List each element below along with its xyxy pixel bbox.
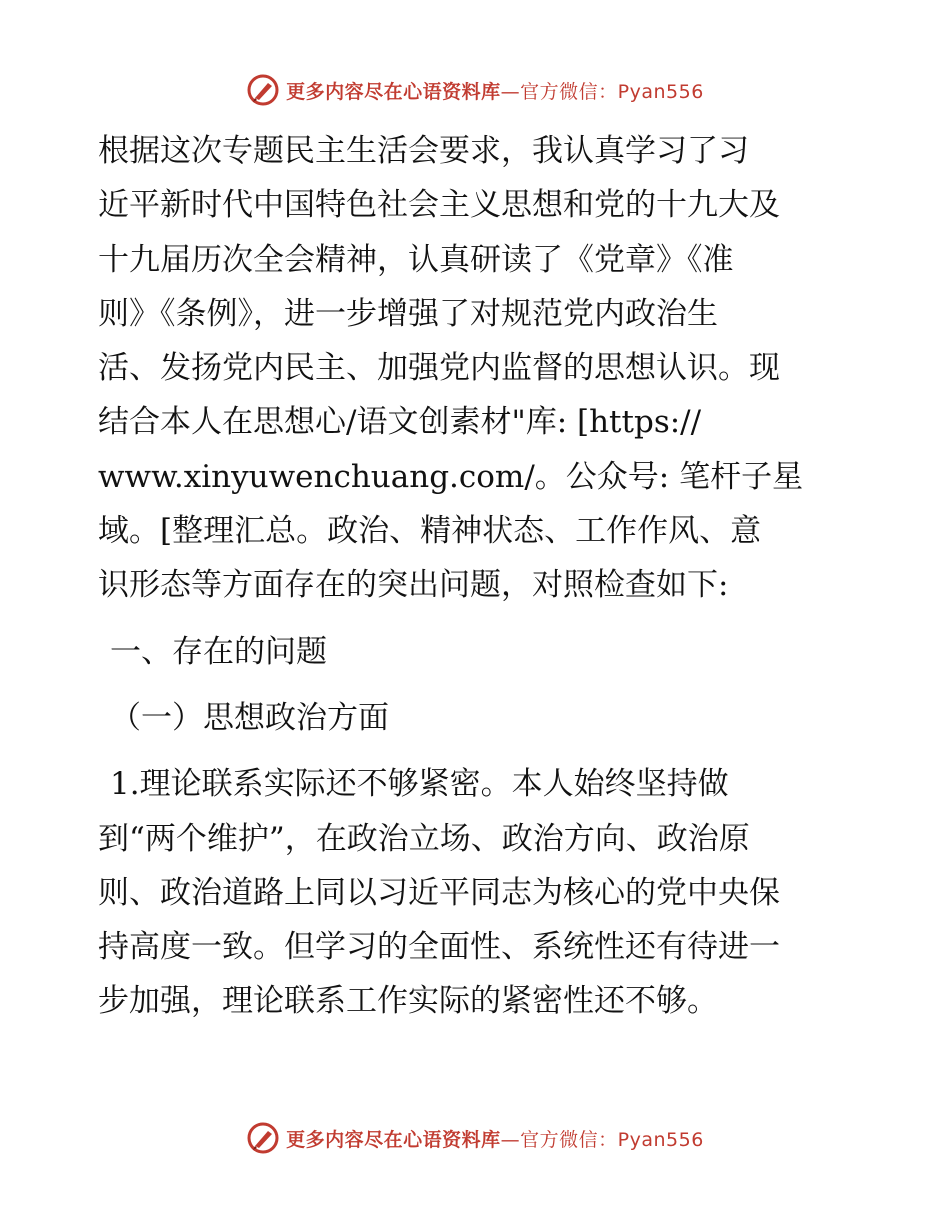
text-line: 则》《条例》，进一步增强了对规范党内政治生 — [98, 295, 718, 332]
text-line: 活、发扬党内民主、加强党内监督的思想认识。现 — [98, 350, 780, 387]
intro-paragraph — [98, 124, 858, 613]
header-banner — [0, 70, 950, 110]
text-line: 结合本人在思想心/语文创素材"库: [https:// — [98, 404, 702, 441]
text-line: 则、政治道路上同以习近平同志为核心的党中央保 — [98, 874, 780, 911]
text-line: 识形态等方面存在的突出问题，对照检查如下: — [98, 567, 729, 604]
text-line: 近平新时代中国特色社会主义思想和党的十九大及 — [98, 187, 780, 224]
text-line: www.xinyuwenchuang.com/。公众号: 笔杆子星 — [98, 458, 804, 495]
text-line: 十九届历次全会精神，认真研读了《党章》《准 — [98, 241, 734, 278]
text-line: 持高度一致。但学习的全面性、系统性还有待进一 — [98, 929, 780, 966]
section-heading: 一、存在的问题 — [110, 633, 327, 670]
subsection-heading: （一）思想政治方面 — [110, 699, 389, 736]
text-line: 根据这次专题民主生活会要求，我认真学习了习 — [98, 133, 749, 169]
text-line: 域。[整理汇总。政治、精神状态、工作作风、意 — [98, 513, 762, 550]
pen-logo-icon — [246, 1121, 280, 1155]
text-line: 到“两个维护”，在政治立场、政治方向、政治原 — [98, 820, 750, 857]
banner-text: 更多内容尽在心语资料库—官方微信：Pyan556 — [286, 80, 704, 103]
text-line: 1.理论联系实际还不够紧密。本人始终坚持做 — [110, 766, 729, 803]
item-paragraph — [98, 757, 858, 1028]
banner-text: 更多内容尽在心语资料库—官方微信：Pyan556 — [286, 1128, 704, 1151]
text-line: 步加强，理论联系工作实际的紧密性还不够。 — [98, 983, 718, 1020]
document-body — [98, 124, 858, 1029]
pen-logo-icon — [246, 73, 280, 107]
footer-banner — [0, 1118, 950, 1158]
